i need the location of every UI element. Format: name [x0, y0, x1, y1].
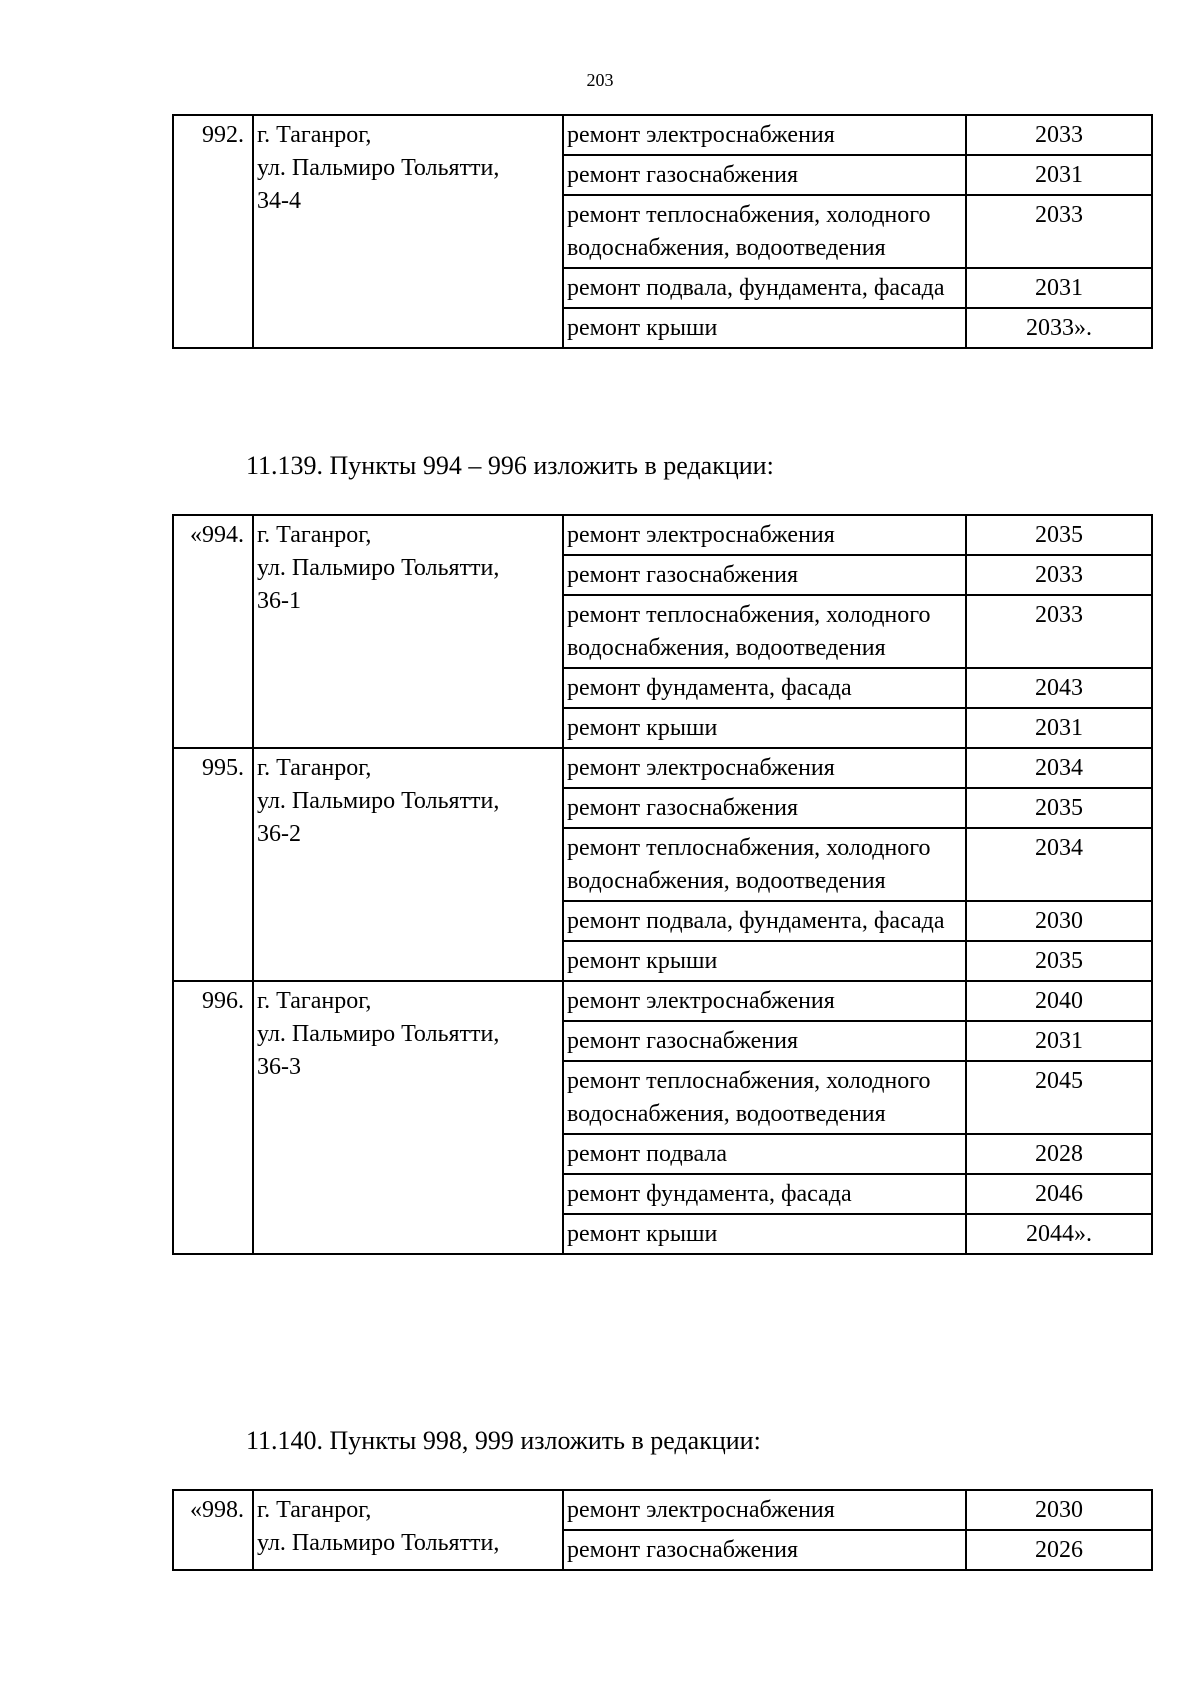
work-name: ремонт теплоснабжения, холодного водоснабжения, водоотведения [563, 828, 966, 901]
address-line: 36-3 [257, 1054, 301, 1080]
item-address [253, 748, 563, 981]
work-year: 2031 [966, 708, 1152, 748]
work-year: 2034 [966, 828, 1152, 901]
address-line: ул. Пальмиро Тольятти, [257, 788, 500, 814]
work-year: 2035 [966, 941, 1152, 981]
item-number: 995. [173, 748, 253, 981]
paragraph-11-140: 11.140. Пункты 998, 999 изложить в редакции: [246, 1426, 761, 1455]
work-year: 2035 [966, 515, 1152, 555]
item-address [253, 1490, 563, 1570]
work-name: ремонт электроснабжения [563, 748, 966, 788]
table-row [173, 981, 1152, 1021]
work-name: ремонт газоснабжения [563, 555, 966, 595]
item-address [253, 981, 563, 1254]
item-number: 992. [173, 115, 253, 348]
work-year: 2031 [966, 268, 1152, 308]
work-year: 2031 [966, 155, 1152, 195]
page-number: 203 [586, 70, 614, 90]
work-name: ремонт газоснабжения [563, 788, 966, 828]
work-name: ремонт фундамента, фасада [563, 668, 966, 708]
address-line: г. Таганрог, [257, 988, 372, 1014]
address-line: ул. Пальмиро Тольятти, [257, 155, 500, 181]
work-name: ремонт теплоснабжения, холодного водоснабжения, водоотведения [563, 1061, 966, 1134]
work-year: 2046 [966, 1174, 1152, 1214]
work-year: 2033 [966, 555, 1152, 595]
work-year: 2033 [966, 195, 1152, 268]
work-name: ремонт теплоснабжения, холодного водоснабжения, водоотведения [563, 595, 966, 668]
item-address [253, 115, 563, 348]
work-year: 2033 [966, 595, 1152, 668]
work-year: 2045 [966, 1061, 1152, 1134]
work-name: ремонт крыши [563, 308, 966, 348]
address-line: г. Таганрог, [257, 122, 372, 148]
table-row [173, 115, 1152, 155]
work-name: ремонт электроснабжения [563, 115, 966, 155]
works-table-3 [172, 1489, 1153, 1571]
work-year: 2031 [966, 1021, 1152, 1061]
address-line: 36-2 [257, 821, 301, 847]
table-row [173, 1490, 1152, 1530]
work-year: 2043 [966, 668, 1152, 708]
address-line: г. Таганрог, [257, 522, 372, 548]
work-name: ремонт газоснабжения [563, 1021, 966, 1061]
work-name: ремонт крыши [563, 708, 966, 748]
item-address [253, 515, 563, 748]
work-name: ремонт электроснабжения [563, 1490, 966, 1530]
work-year: 2030 [966, 1490, 1152, 1530]
works-table-2 [172, 514, 1153, 1255]
address-line: г. Таганрог, [257, 1497, 372, 1523]
item-number: «998. [173, 1490, 253, 1570]
work-name: ремонт фундамента, фасада [563, 1174, 966, 1214]
work-year: 2035 [966, 788, 1152, 828]
work-name: ремонт электроснабжения [563, 981, 966, 1021]
work-name: ремонт подвала, фундамента, фасада [563, 901, 966, 941]
work-year: 2028 [966, 1134, 1152, 1174]
work-year: 2030 [966, 901, 1152, 941]
work-name: ремонт подвала, фундамента, фасада [563, 268, 966, 308]
address-line: ул. Пальмиро Тольятти, [257, 1530, 500, 1556]
work-year: 2034 [966, 748, 1152, 788]
address-line: ул. Пальмиро Тольятти, [257, 1021, 500, 1047]
work-year: 2026 [966, 1530, 1152, 1570]
work-name: ремонт крыши [563, 1214, 966, 1254]
paragraph-11-139: 11.139. Пункты 994 – 996 изложить в редакции: [246, 451, 774, 480]
work-name: ремонт теплоснабжения, холодного водоснабжения, водоотведения [563, 195, 966, 268]
work-name: ремонт подвала [563, 1134, 966, 1174]
address-line: ул. Пальмиро Тольятти, [257, 555, 500, 581]
work-year: 2033 [966, 115, 1152, 155]
work-name: ремонт газоснабжения [563, 155, 966, 195]
work-name: ремонт крыши [563, 941, 966, 981]
address-line: 34-4 [257, 188, 301, 214]
address-line: г. Таганрог, [257, 755, 372, 781]
item-number: «994. [173, 515, 253, 748]
table-row [173, 748, 1152, 788]
work-year: 2040 [966, 981, 1152, 1021]
table-row [173, 515, 1152, 555]
address-line: 36-1 [257, 588, 301, 614]
work-name: ремонт газоснабжения [563, 1530, 966, 1570]
works-table-1 [172, 114, 1153, 349]
work-name: ремонт электроснабжения [563, 515, 966, 555]
work-year: 2044». [966, 1214, 1152, 1254]
item-number: 996. [173, 981, 253, 1254]
work-year: 2033». [966, 308, 1152, 348]
